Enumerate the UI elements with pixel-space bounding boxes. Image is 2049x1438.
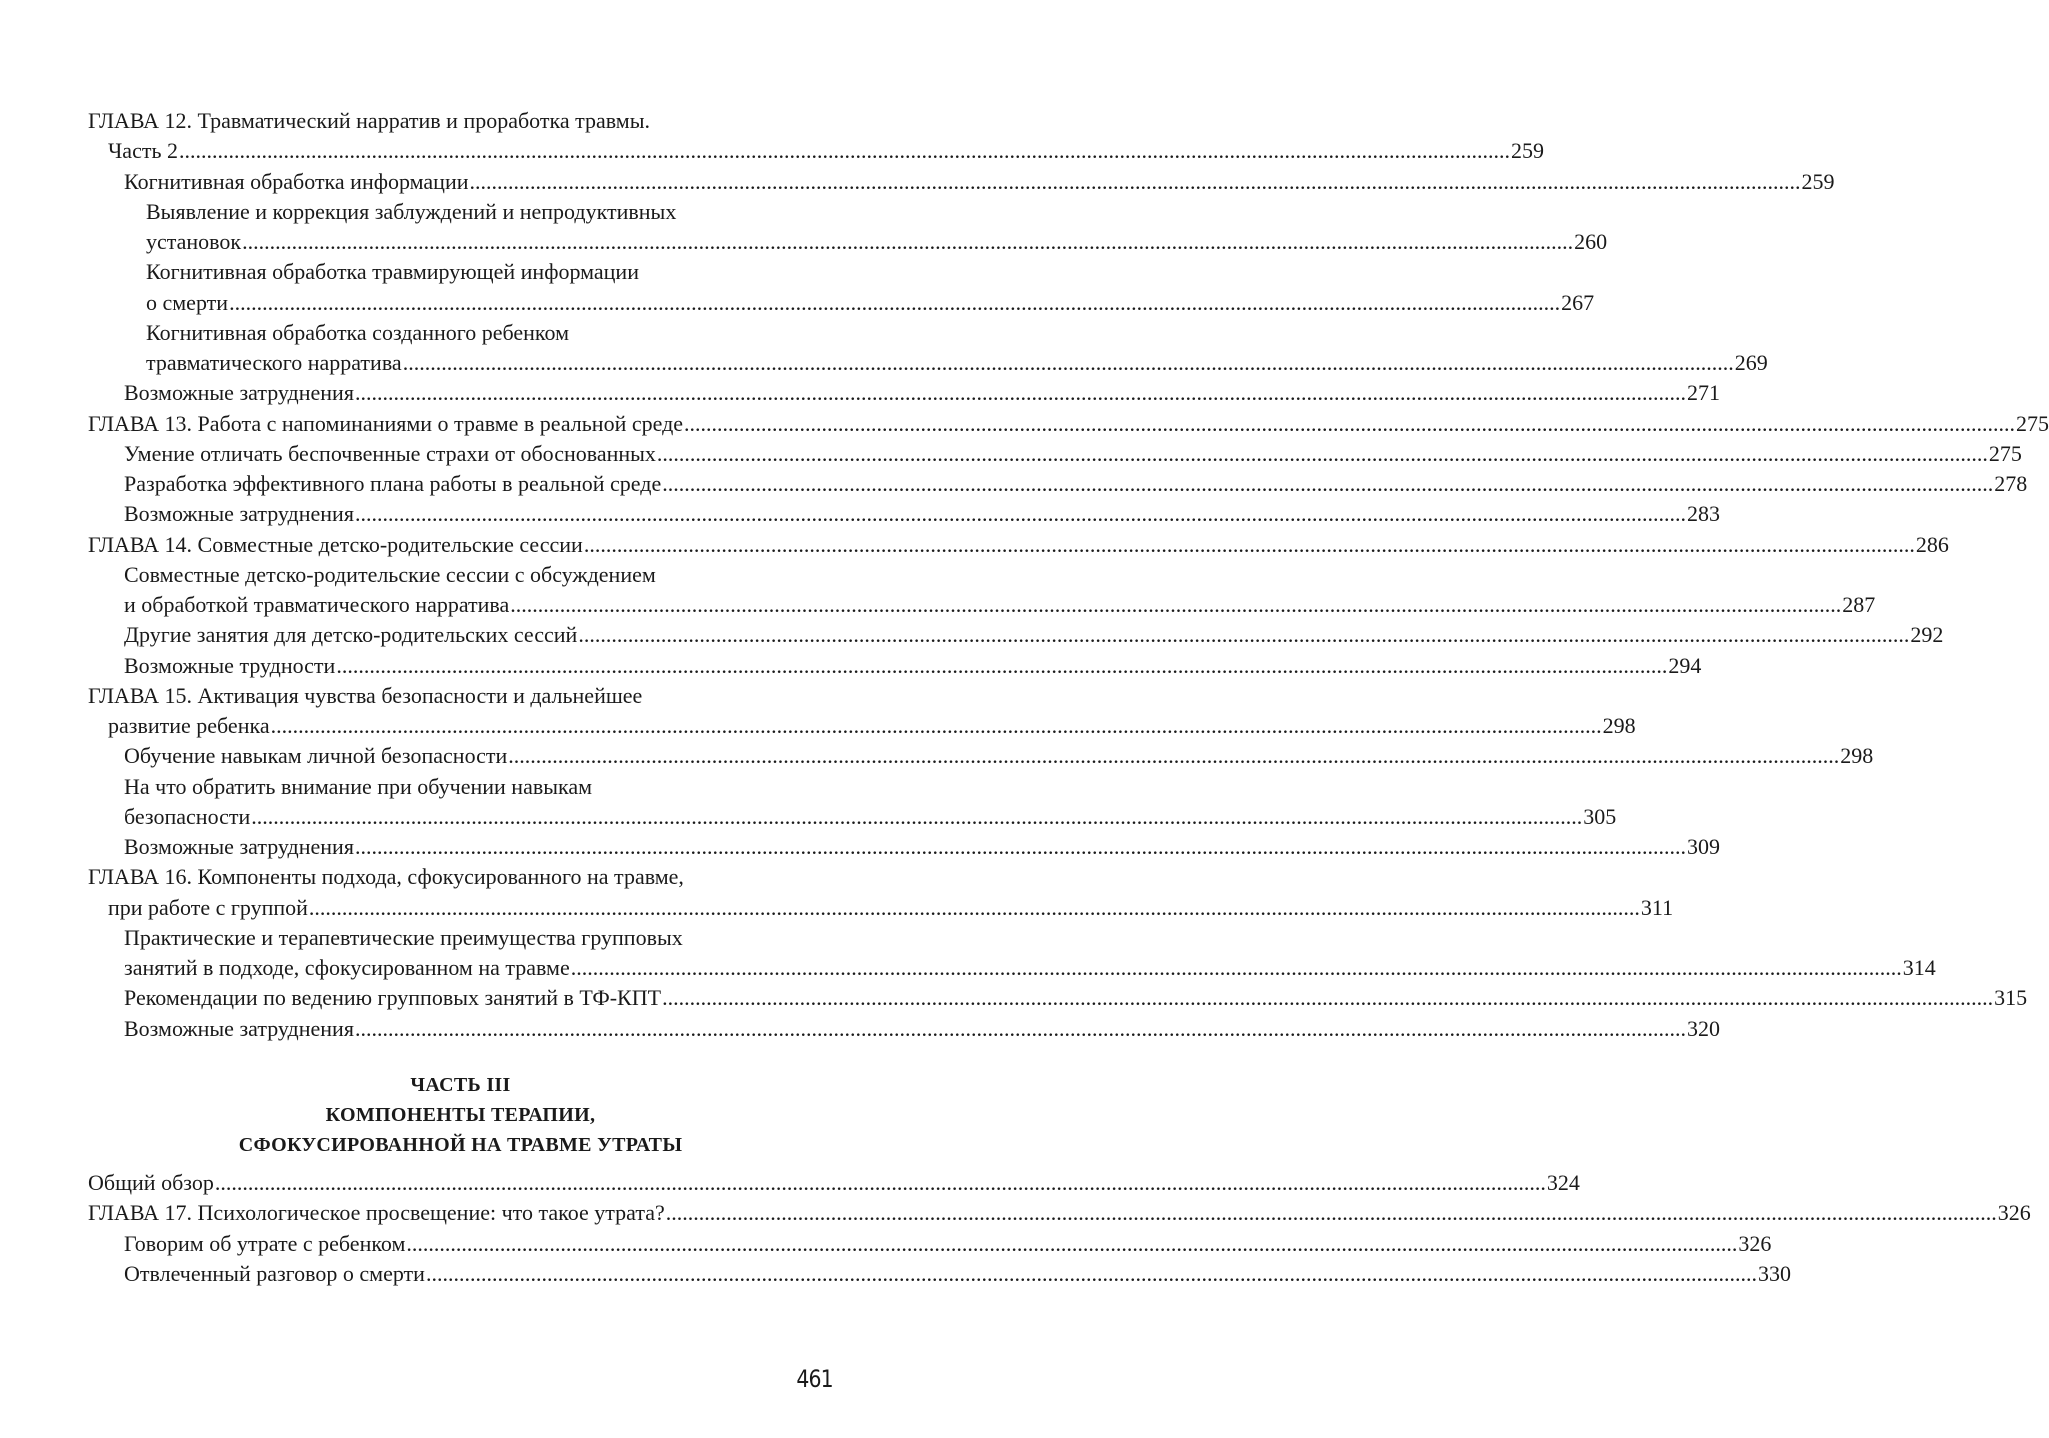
toc-entry-title: Возможные затруднения <box>124 501 354 527</box>
toc-entry-title: Разработка эффективного плана работы в реальной среде <box>124 471 662 496</box>
toc-entry <box>88 741 1874 771</box>
dot-leader <box>662 469 1993 499</box>
toc-entry <box>88 1168 1580 1198</box>
toc-entry-title: Общий обзор <box>88 1170 214 1195</box>
toc-entry <box>88 530 1949 560</box>
toc-entry-page: 314 <box>1902 955 1936 980</box>
toc-entry-title: безопасности <box>124 803 251 829</box>
toc-entry-page: 294 <box>1668 652 1702 678</box>
dot-leader <box>578 620 1909 650</box>
toc-entry-page: 287 <box>1842 592 1876 617</box>
toc-entry-title: Часть 2 <box>108 138 178 164</box>
toc-entry <box>88 288 1595 318</box>
dot-leader <box>355 378 1686 408</box>
toc-entry <box>88 802 1617 832</box>
toc-entry-page: 320 <box>1686 1015 1720 1041</box>
toc-entry <box>88 1259 1791 1289</box>
dot-leader <box>336 651 1667 681</box>
toc-entry-page: 330 <box>1757 1260 1791 1286</box>
part-number: ЧАСТЬ III <box>410 1074 511 1096</box>
toc-entry-title: Совместные детско-родительские сессии с обсуждением <box>124 561 656 587</box>
dot-leader <box>662 983 1993 1013</box>
toc-entry <box>88 923 833 953</box>
toc-entry-title: Возможные затруднения <box>124 380 354 406</box>
toc-entry-title: Когнитивная обработка информации <box>124 168 469 194</box>
toc-entry-page: 259 <box>1510 138 1544 164</box>
toc-entry <box>88 409 2049 439</box>
toc-entry <box>88 348 1768 378</box>
toc-entry-page: 326 <box>1997 1200 2031 1226</box>
toc-entry <box>88 227 1608 257</box>
toc-entry-title: Возможные затруднения <box>124 834 354 859</box>
toc-entry-title: при работе с группой <box>108 894 308 920</box>
toc-entry-page: 269 <box>1734 350 1768 375</box>
dot-leader <box>355 1014 1686 1044</box>
dot-leader <box>426 1259 1757 1289</box>
dot-leader <box>406 1229 1737 1259</box>
toc-entry-title: Практические и терапевтические преимущества групповых <box>124 924 683 950</box>
toc-entry-title: травматического нарратива <box>146 350 402 375</box>
dot-leader <box>657 439 1988 469</box>
dot-leader <box>251 802 1582 832</box>
toc-entry-title: ГЛАВА 13. Работа с напоминаниями о травме в реальной среде <box>88 410 684 436</box>
toc-entry-title: о смерти <box>146 289 229 315</box>
toc-entry <box>88 651 1702 681</box>
toc-entry <box>88 711 1636 741</box>
toc-entry <box>88 893 1674 923</box>
toc-entry <box>88 318 833 348</box>
dot-leader <box>666 1198 1997 1228</box>
dot-leader <box>403 348 1734 378</box>
toc-entry-title: Отвлеченный разговор о смерти <box>124 1260 425 1286</box>
table-of-contents <box>88 106 2049 1044</box>
dot-leader <box>508 741 1839 771</box>
dot-leader <box>571 953 1902 983</box>
toc-entry-page: 275 <box>1988 440 2022 466</box>
toc-entry-title: установок <box>146 229 242 254</box>
dot-leader <box>229 288 1560 318</box>
toc-entry <box>88 469 2028 499</box>
dot-leader <box>355 499 1686 529</box>
toc-entry-page: 286 <box>1915 531 1949 557</box>
toc-entry-title: занятий в подходе, сфокусированном на травме <box>124 955 570 980</box>
toc-entry-title: Умение отличать беспочвенные страхи от обоснованных <box>124 440 656 466</box>
toc-entry <box>88 862 833 892</box>
toc-entry-page: 267 <box>1561 289 1595 315</box>
toc-entry-title: Возможные трудности <box>124 652 336 678</box>
dot-leader <box>584 530 1915 560</box>
toc-entry <box>88 681 833 711</box>
dot-leader <box>470 167 1801 197</box>
toc-entry-title: ГЛАВА 14. Совместные детско-родительские сессии <box>88 531 583 557</box>
toc-entry-title: ГЛАВА 16. Компоненты подхода, сфокусированного на травме, <box>88 864 684 890</box>
part-title-line-2: СФОКУСИРОВАННОЙ НА ТРАВМЕ УТРАТЫ <box>238 1134 683 1156</box>
toc-entry <box>88 983 2028 1013</box>
toc-entry <box>88 590 1876 620</box>
part-title-line-1: КОМПОНЕНТЫ ТЕРАПИИ, <box>325 1104 596 1126</box>
toc-entry <box>88 620 1944 650</box>
table-of-contents-part-3 <box>88 1168 2031 1289</box>
toc-entry-title: Возможные затруднения <box>124 1015 354 1041</box>
toc-entry-page: 315 <box>1994 985 2028 1011</box>
toc-entry <box>88 560 833 590</box>
toc-entry-page: 311 <box>1640 894 1674 920</box>
toc-entry-page: 309 <box>1686 834 1720 859</box>
toc-entry-title: Когнитивная обработка травмирующей информации <box>146 259 639 285</box>
toc-entry-page: 260 <box>1574 229 1608 254</box>
toc-entry <box>88 832 1720 862</box>
dot-leader <box>271 711 1602 741</box>
toc-entry-page: 298 <box>1840 743 1874 769</box>
toc-entry <box>88 197 833 227</box>
toc-entry-page: 298 <box>1602 713 1636 738</box>
toc-entry-page: 324 <box>1546 1170 1580 1195</box>
toc-entry-title: Обучение навыкам личной безопасности <box>124 743 508 769</box>
dot-leader <box>179 136 1510 166</box>
toc-entry-page: 275 <box>2016 410 2049 436</box>
toc-entry-title: ГЛАВА 15. Активация чувства безопасности и дальнейшее <box>88 682 643 708</box>
toc-entry <box>88 378 1720 408</box>
toc-entry-title: Когнитивная обработка созданного ребенком <box>146 319 569 345</box>
toc-entry <box>88 167 1835 197</box>
dot-leader <box>309 893 1640 923</box>
page-number: 461 <box>796 1365 833 1393</box>
toc-entry-title: ГЛАВА 17. Психологическое просвещение: что такое утрата? <box>88 1200 665 1226</box>
part-heading <box>88 1070 833 1160</box>
toc-entry <box>88 257 833 287</box>
toc-entry-page: 278 <box>1994 471 2028 496</box>
toc-entry-title: Говорим об утрате с ребенком <box>124 1230 406 1256</box>
toc-entry-title: На что обратить внимание при обучении навыкам <box>124 773 593 799</box>
toc-entry <box>88 953 1936 983</box>
toc-entry <box>88 106 833 136</box>
toc-entry-page: 271 <box>1686 380 1720 406</box>
toc-entry <box>88 439 2022 469</box>
toc-entry-title: и обработкой травматического нарратива <box>124 592 510 617</box>
toc-entry-page: 305 <box>1583 803 1617 829</box>
dot-leader <box>684 409 2015 439</box>
toc-entry-page: 326 <box>1738 1230 1772 1256</box>
toc-entry-title: Другие занятия для детско-родительских сессий <box>124 622 578 648</box>
toc-entry-title: Выявление и коррекция заблуждений и непродуктивных <box>146 198 677 224</box>
toc-entry-title: развитие ребенка <box>108 713 270 738</box>
toc-entry-title: Рекомендации по ведению групповых занятий в ТФ-КПТ <box>124 985 662 1011</box>
toc-entry <box>88 1229 1772 1259</box>
dot-leader <box>215 1168 1546 1198</box>
toc-entry-page: 292 <box>1910 622 1944 648</box>
toc-entry-page: 283 <box>1686 501 1720 527</box>
toc-entry <box>88 499 1720 529</box>
dot-leader <box>355 832 1686 862</box>
toc-entry <box>88 1014 1720 1044</box>
toc-entry-page: 259 <box>1801 168 1835 194</box>
toc-entry <box>88 1198 2031 1228</box>
toc-entry <box>88 772 833 802</box>
toc-entry-title: ГЛАВА 12. Травматический нарратив и проработка травмы. <box>88 108 650 133</box>
dot-leader <box>242 227 1573 257</box>
toc-entry <box>88 136 1544 166</box>
dot-leader <box>510 590 1841 620</box>
